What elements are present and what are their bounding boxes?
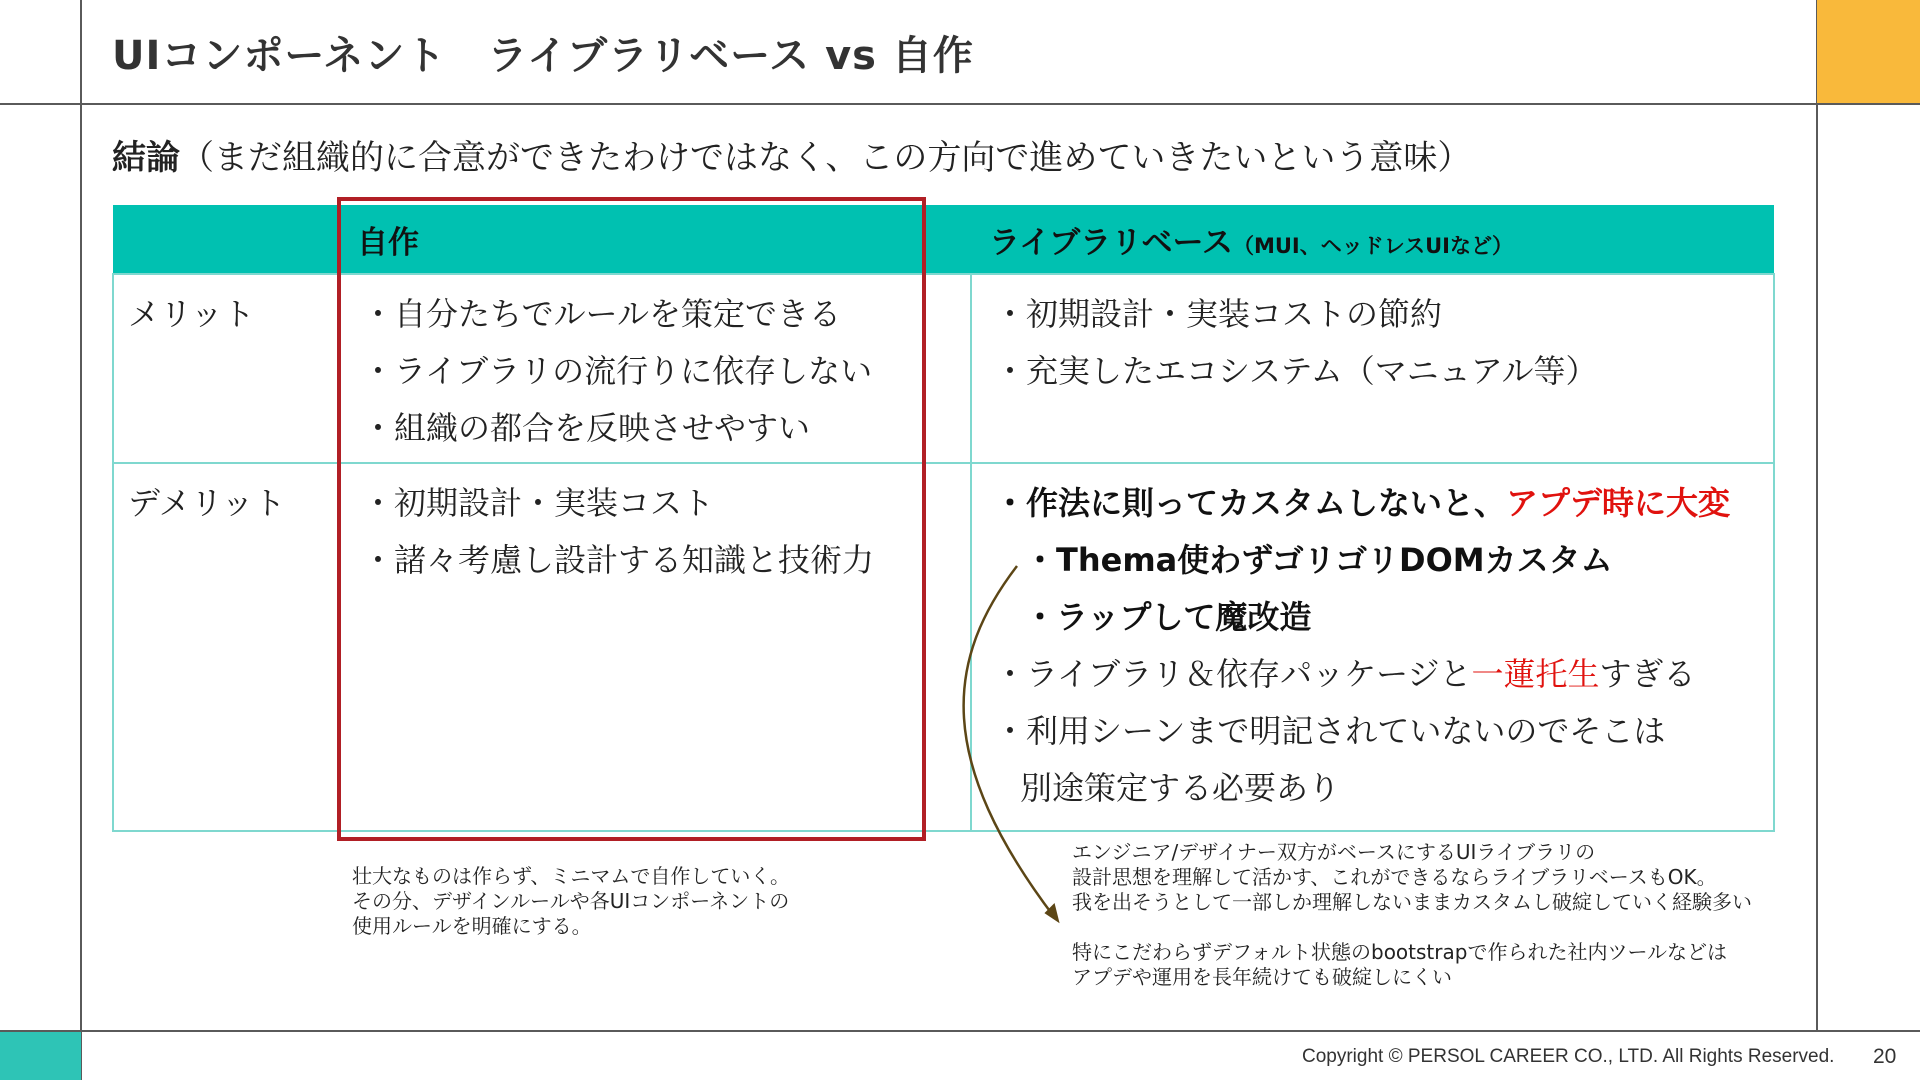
demerit-lib-line4-pre: ・ライブラリ＆依存パッケージと	[994, 655, 1472, 693]
note-library-line: エンジニア/デザイナー双方がベースにするUIライブラリの	[1072, 840, 1596, 864]
list-item: 別途策定する必要あり	[1020, 769, 1341, 807]
copyright: Copyright © PERSOL CAREER CO., LTD. All Rights Reserved.	[1302, 1046, 1835, 1067]
list-item: ・組織の都合を反映させやすい	[362, 409, 811, 447]
list-item: ・Thema使わずゴリゴリDOMカスタム	[1024, 541, 1613, 579]
demerit-lib-line1-red: アプデ時に大変	[1506, 484, 1731, 522]
note-library-line: 我を出そうとして一部しか理解しないままカスタムし破綻していく経験多い	[1072, 890, 1752, 914]
header-library-label: ライブラリベース	[989, 224, 1233, 261]
merit-label: メリット	[128, 295, 255, 333]
list-item: ・初期設計・実装コスト	[362, 484, 715, 522]
note-library-line: アプデや運用を長年続けても破綻しにくい	[1072, 965, 1452, 989]
page-number: 20	[1873, 1045, 1897, 1068]
conclusion-label: 結論	[112, 138, 180, 178]
list-item: ・利用シーンまで明記されていないのでそこは	[994, 712, 1666, 750]
demerit-lib-line1: ・作法に則ってカスタムしないと、	[994, 484, 1507, 522]
list-item: ・ライブラリの流行りに依存しない	[362, 352, 873, 390]
header-self-label: 自作	[357, 224, 419, 261]
demerit-lib-line4-red: 一蓮托生	[1471, 655, 1600, 693]
header-library-note: （MUI、ヘッドレスUIなど）	[1232, 233, 1513, 258]
note-self-line: 使用ルールを明確にする。	[352, 914, 592, 938]
note-library-line: 特にこだわらずデフォルト状態のbootstrapで作られた社内ツールなどは	[1072, 940, 1728, 964]
list-item: ・充実したエコシステム（マニュアル等）	[994, 352, 1598, 390]
list-item: ・自分たちでルールを策定できる	[362, 295, 842, 333]
slide-title: UIコンポーネント ライブラリベース vs 自作	[112, 33, 974, 79]
conclusion-text: （まだ組織的に合意ができたわけではなく、この方向で進めていきたいという意味）	[180, 138, 1472, 178]
demerit-label: デメリット	[128, 484, 286, 522]
demerit-lib-line4-post: すぎる	[1599, 655, 1696, 693]
list-item: ・初期設計・実装コストの節約	[994, 295, 1443, 333]
note-self-line: その分、デザインルールや各UIコンポーネントの	[352, 889, 790, 913]
list-item: ・諸々考慮し設計する知識と技術力	[362, 541, 875, 579]
note-self-line: 壮大なものは作らず、ミニマムで自作していく。	[352, 864, 790, 888]
list-item: ・ラップして魔改造	[1024, 598, 1312, 636]
note-library-line: 設計思想を理解して活かす、これができるならライブラリベースもOK。	[1072, 865, 1717, 889]
